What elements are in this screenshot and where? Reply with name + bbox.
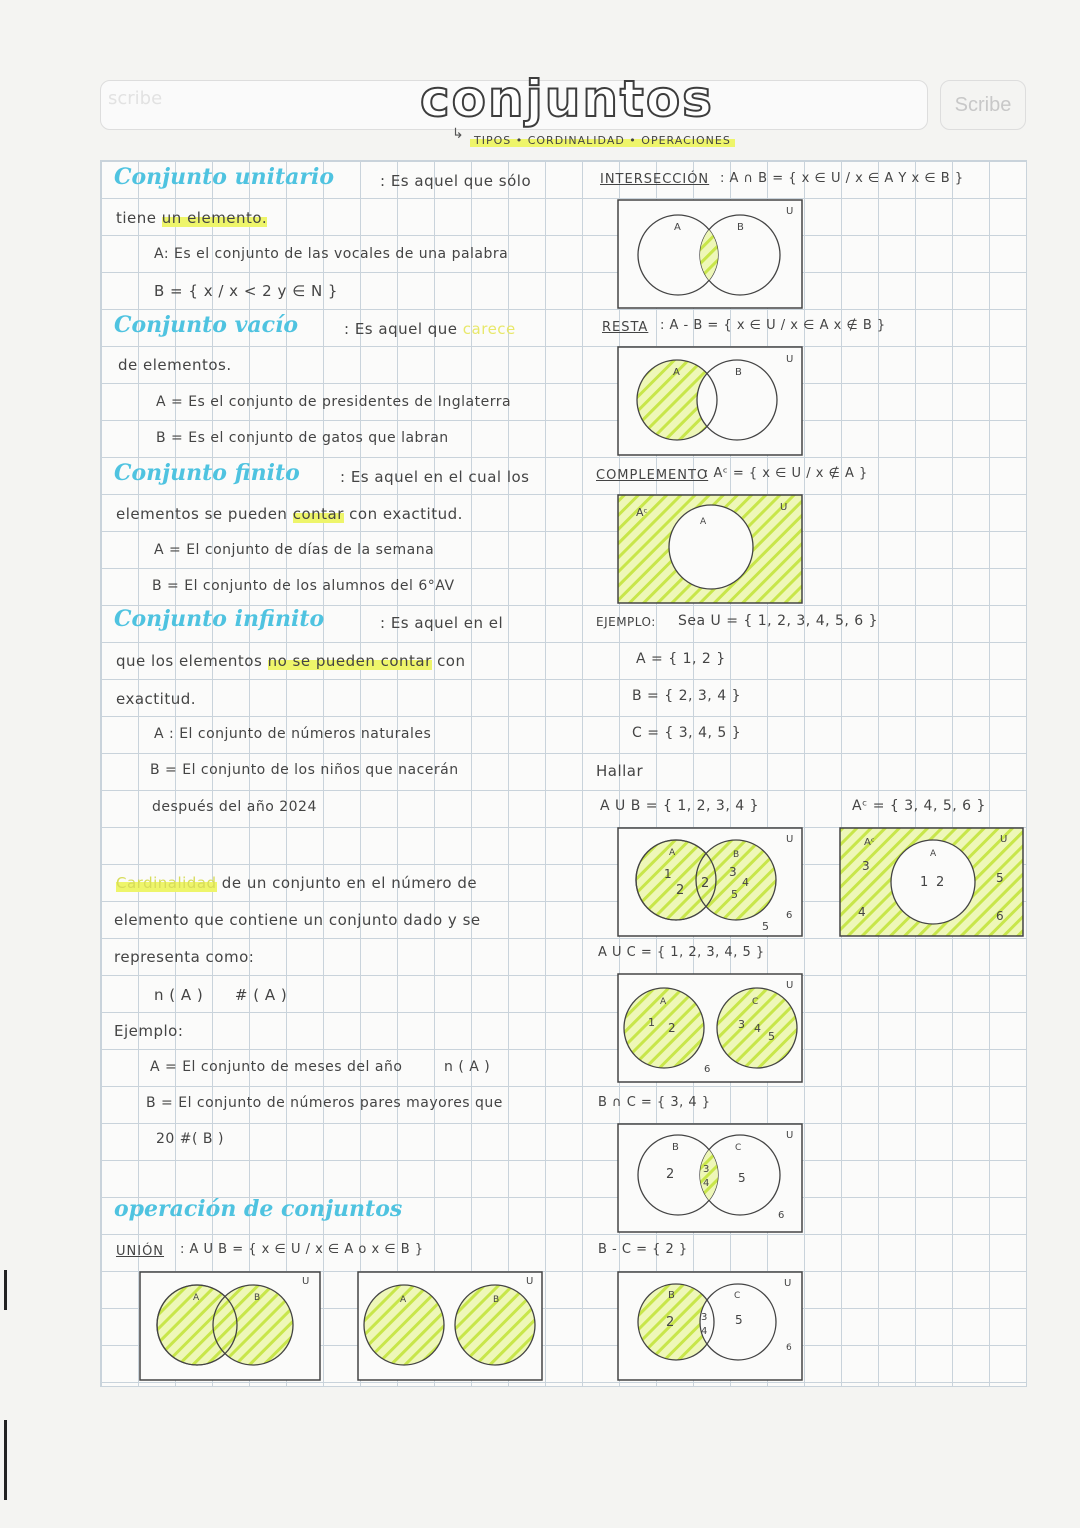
heading-operacion: operación de conjuntos xyxy=(114,1196,403,1222)
set-label-c: C xyxy=(752,997,759,1007)
element: 3 xyxy=(729,865,737,879)
label-resta: RESTA xyxy=(602,320,649,335)
heading-vacio: Conjunto vacío xyxy=(114,312,299,338)
universe-label: U xyxy=(784,1278,792,1289)
set-label-b: B xyxy=(668,1290,675,1301)
set-label-a: A xyxy=(193,1293,200,1303)
venn-ac xyxy=(840,828,1023,936)
element: 1 xyxy=(664,867,672,881)
page-subtitle: TIPOS • CORDINALIDAD • OPERACIONES xyxy=(470,134,735,147)
text: : Es aquel en el cual los xyxy=(340,468,530,486)
element: 1 xyxy=(648,1016,655,1029)
set-label-a: A xyxy=(673,367,680,378)
text: A = El conjunto de meses del año xyxy=(150,1059,403,1075)
text: A: Es el conjunto de las vocales de una palabra xyxy=(154,246,509,262)
universe-label: U xyxy=(302,1276,310,1287)
element: 2 xyxy=(666,1315,675,1330)
arrow-icon: ↳ xyxy=(452,126,464,142)
set-label-b: B xyxy=(672,1142,679,1153)
element: 2 xyxy=(936,875,945,890)
element: 4 xyxy=(742,876,749,889)
element: 5 xyxy=(996,871,1004,885)
set-label-ac: Aᶜ xyxy=(864,837,875,848)
element: 6 xyxy=(996,909,1004,923)
text: Aᶜ = { 3, 4, 5, 6 } xyxy=(852,798,986,814)
set-label-a: A xyxy=(669,848,676,858)
text: B = El conjunto de los niños que nacerán xyxy=(150,762,459,778)
set-label-b: B xyxy=(493,1295,500,1305)
text: A : El conjunto de números naturales xyxy=(154,726,432,742)
heading-finito: Conjunto finito xyxy=(114,460,300,486)
element: 1 xyxy=(920,875,929,890)
set-label-a: A xyxy=(660,997,667,1007)
set-label-b: B xyxy=(254,1293,261,1303)
venn-bnc xyxy=(618,1124,802,1232)
text: : Es aquel en el xyxy=(380,614,504,632)
element: 2 xyxy=(666,1167,675,1182)
text: A = El conjunto de días de la semana xyxy=(154,542,435,558)
element: 2 xyxy=(676,883,685,898)
text: : A U B = { x ∈ U / x ∈ A o x ∈ B } xyxy=(180,1242,424,1257)
element: 5 xyxy=(731,888,738,901)
text: de elementos. xyxy=(118,356,232,374)
text: 20 #( B ) xyxy=(156,1131,224,1147)
text: Sea U = { 1, 2, 3, 4, 5, 6 } xyxy=(678,613,879,629)
text: A U C = { 1, 2, 3, 4, 5 } xyxy=(598,945,765,960)
element: 4 xyxy=(858,905,866,919)
venn-union-disjoint xyxy=(358,1272,542,1380)
text: C = { 3, 4, 5 } xyxy=(632,725,742,741)
universe-label: U xyxy=(526,1276,534,1287)
text: elemento que contiene un conjunto dado y se xyxy=(114,911,481,929)
universe-label: U xyxy=(1000,834,1008,845)
text: después del año 2024 xyxy=(152,799,317,815)
text: EJEMPLO: xyxy=(596,615,656,629)
universe-label: U xyxy=(786,354,794,365)
element: 3 xyxy=(738,1018,745,1031)
label-complemento: COMPLEMENTO xyxy=(596,468,709,483)
element: 2 xyxy=(668,1021,676,1035)
text: Hallar xyxy=(596,762,644,780)
heading-infinito: Conjunto infinito xyxy=(114,606,325,632)
text: B - C = { 2 } xyxy=(598,1242,688,1257)
element: 6 xyxy=(704,1064,711,1075)
text: n ( A ) xyxy=(444,1059,491,1075)
element: 6 xyxy=(786,910,793,921)
set-label-a: A xyxy=(674,222,681,233)
text: Cardinalidad de un conjunto en el número de xyxy=(116,874,478,892)
element: 6 xyxy=(778,1210,785,1221)
element: 4 xyxy=(754,1022,761,1035)
text: n ( A ) # ( A ) xyxy=(154,986,288,1004)
element: 5 xyxy=(762,920,769,933)
scribe-logo: Scribe xyxy=(940,80,1026,130)
text: tiene un elemento. xyxy=(116,209,268,227)
text: elementos se pueden contar con exactitud. xyxy=(116,505,463,523)
text: que los elementos no se pueden contar con xyxy=(116,652,466,670)
ghost-logo: scribe xyxy=(108,88,163,109)
text: B = El conjunto de los alumnos del 6°AV xyxy=(152,578,455,594)
text: A = Es el conjunto de presidentes de Inglaterra xyxy=(156,394,512,410)
venn-auc xyxy=(618,974,802,1082)
text: : A - B = { x ∈ U / x ∈ A x ∉ B } xyxy=(660,318,886,333)
element: 5 xyxy=(735,1313,743,1327)
venn-complemento xyxy=(618,495,802,603)
text: A = { 1, 2 } xyxy=(636,651,726,667)
element: 5 xyxy=(768,1030,775,1043)
set-label-ac: Aᶜ xyxy=(636,506,648,519)
element: 3 xyxy=(701,1312,708,1323)
universe-label: U xyxy=(786,206,794,217)
text: : Aᶜ = { x ∈ U / x ∉ A } xyxy=(704,466,868,481)
text: : Es aquel que carece xyxy=(344,320,516,338)
element: 3 xyxy=(703,1164,710,1175)
text: : Es aquel que sólo xyxy=(380,172,532,190)
universe-label: U xyxy=(780,502,788,513)
label-union: UNIÓN xyxy=(116,1244,165,1259)
element: 4 xyxy=(703,1178,710,1189)
set-label-a: A xyxy=(930,849,937,859)
element: 6 xyxy=(786,1343,792,1353)
element: 2 xyxy=(701,876,710,891)
universe-label: U xyxy=(786,834,794,845)
set-label-a: A xyxy=(700,517,707,527)
set-label-b: B xyxy=(735,367,742,378)
text: B = { x / x < 2 y ∈ N } xyxy=(154,282,338,300)
text: B = { 2, 3, 4 } xyxy=(632,688,741,704)
universe-label: U xyxy=(786,980,794,991)
text: exactitud. xyxy=(116,690,197,708)
set-label-c: C xyxy=(735,1143,742,1153)
text: : A ∩ B = { x ∈ U / x ∈ A Y x ∈ B } xyxy=(720,171,964,186)
element: 5 xyxy=(738,1171,746,1185)
venn-union-overlap xyxy=(140,1272,320,1380)
label-interseccion: INTERSECCIÓN xyxy=(600,172,710,187)
element: 4 xyxy=(701,1326,708,1337)
universe-label: U xyxy=(786,1130,794,1141)
text: B ∩ C = { 3, 4 } xyxy=(598,1095,711,1110)
set-label-a: A xyxy=(400,1295,407,1305)
text: B = Es el conjunto de gatos que labran xyxy=(156,430,449,446)
element: 3 xyxy=(862,859,870,873)
venn-interseccion xyxy=(618,200,802,308)
text: A U B = { 1, 2, 3, 4 } xyxy=(600,798,760,814)
text: Ejemplo: xyxy=(114,1022,184,1040)
text: representa como: xyxy=(114,948,255,966)
venn-resta xyxy=(618,347,802,455)
set-label-b: B xyxy=(733,850,740,860)
page-title: conjuntos xyxy=(420,70,714,128)
venn-aub xyxy=(618,828,802,936)
heading-unitario: Conjunto unitario xyxy=(114,164,335,190)
set-label-b: B xyxy=(737,222,744,233)
text: B = El conjunto de números pares mayores que xyxy=(146,1095,503,1111)
venn-bmc xyxy=(618,1272,802,1380)
set-label-c: C xyxy=(734,1291,741,1301)
